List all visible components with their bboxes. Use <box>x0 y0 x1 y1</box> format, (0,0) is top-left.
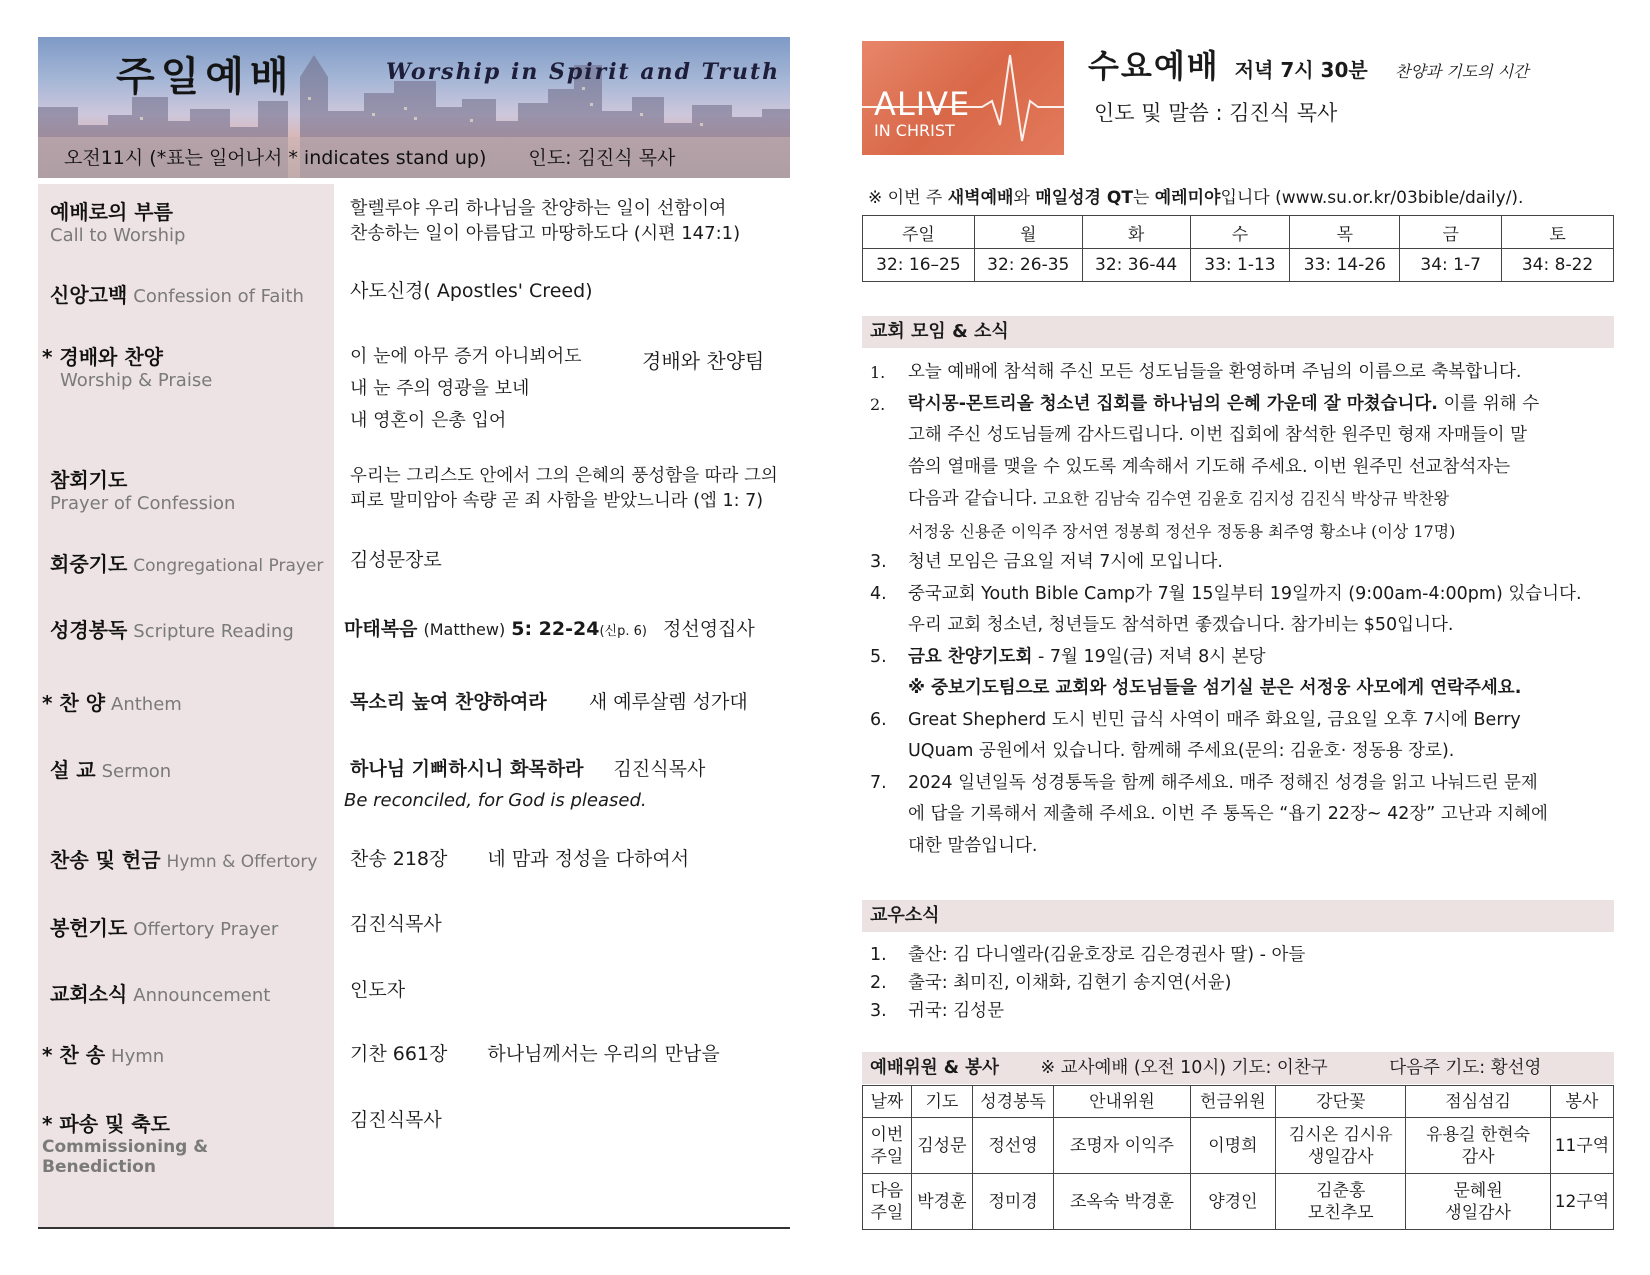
news-line: 대한 말씀입니다. <box>908 835 1038 856</box>
member-news-text: 귀국: 김성문 <box>908 1001 1004 1021</box>
order-content-line: 피로 말미암아 속량 곧 죄 사함을 받았느니라 (엡 1: 7) <box>350 491 764 511</box>
service-prayer: 김성문 <box>911 1118 972 1174</box>
order-label-en: Offertory Prayer <box>133 919 279 940</box>
scripture-book: 마태복음 <box>344 618 418 640</box>
teacher-worship-note: ※ 교사예배 (오전 10시) 기도: 이찬구 <box>1040 1058 1328 1078</box>
wednesday-time: 저녁 7시 30분 <box>1234 58 1368 82</box>
order-content-line: 내 눈 주의 영광을 보네 <box>350 378 530 399</box>
news-number: 7. <box>870 772 887 793</box>
order-label-ko: 회중기도 <box>50 552 128 576</box>
order-label-ko: 봉헌기도 <box>50 916 128 940</box>
member-news-item <box>862 941 1614 969</box>
service-date <box>863 1118 912 1174</box>
service-prayer: 박경훈 <box>911 1174 972 1230</box>
news-line: UQuam 공원에서 있습니다. 함께해 주세요(문의: 김윤호· 정동용 장로). <box>908 741 1455 761</box>
service-date-line: 주일 <box>870 1202 904 1223</box>
service-lunch-line: 유용길 한현숙 <box>1426 1124 1531 1145</box>
bible-verses-row <box>863 249 1614 282</box>
service-lunch-line: 문혜원 <box>1453 1180 1503 1201</box>
sermon-title-en: Be reconciled, for God is pleased. <box>344 790 647 811</box>
bible-day: 토 <box>1502 216 1614 249</box>
news-bold: 락시몽-몬트리올 청소년 집회를 하나님의 은혜 가운데 잘 마쳤습니다. <box>908 393 1438 414</box>
order-content-line: 사도신경( Apostles' Creed) <box>350 280 593 302</box>
notice-text: 는 <box>1132 188 1155 208</box>
notice-bold: 새벽예배 <box>947 188 1014 208</box>
order-label-ko: 설 교 <box>50 758 96 782</box>
notice-text: ※ 이번 주 <box>868 188 948 208</box>
service-duty: 12구역 <box>1550 1174 1613 1230</box>
worship-motto: Worship in Spirit and Truth <box>386 59 781 85</box>
service-lunch <box>1406 1118 1551 1174</box>
order-content-line: 내 영혼이 은총 입어 <box>350 410 507 431</box>
scripture-reader: 정선영집사 <box>662 618 755 640</box>
service-date-line: 다음 <box>870 1180 904 1201</box>
scripture-page-note: (신p. 6) <box>599 624 647 639</box>
anthem-choir: 새 예루살렘 성가대 <box>588 691 748 713</box>
order-content-line: 우리는 그리스도 안에서 그의 은혜의 풍성함을 따라 그의 <box>350 466 778 486</box>
sunday-worship-panel <box>38 37 790 1235</box>
praise-team-label: 경배와 찬양팀 <box>642 349 765 373</box>
member-news-header: 교우소식 <box>862 900 1614 932</box>
news-line: Great Shepherd 도시 빈민 급식 사역이 매주 화요일, 금요일 오후 7시에 Berry <box>908 709 1521 730</box>
news-number: 1. <box>870 363 886 382</box>
news-item <box>862 768 1614 863</box>
service-flowers <box>1276 1118 1406 1174</box>
order-label-en: Prayer of Confession <box>50 493 236 514</box>
service-column: 강단꽃 <box>1276 1086 1406 1118</box>
church-news-list <box>862 357 1614 862</box>
service-date-line: 이번 <box>870 1124 904 1145</box>
service-duty: 11구역 <box>1550 1118 1613 1174</box>
worship-time-note: 오전11시 (*표는 일어나서 * indicates stand up) <box>64 147 487 169</box>
news-line: 다음과 같습니다. <box>908 489 1038 509</box>
news-number: 6. <box>870 709 887 730</box>
bible-day: 월 <box>974 216 1082 249</box>
order-of-worship <box>38 184 790 1227</box>
notice-bold: 예레미야 <box>1154 188 1221 208</box>
news-names: 고요한 김남숙 김수연 김윤호 김지성 김진식 박상규 박찬왕 <box>1037 489 1450 508</box>
news-item <box>862 357 1614 389</box>
service-usher: 조옥숙 박경훈 <box>1054 1174 1190 1230</box>
alive-in-christ-logo <box>862 41 1064 155</box>
bible-day: 화 <box>1082 216 1190 249</box>
bible-verse: 34: 8-22 <box>1502 249 1614 282</box>
service-reading: 정미경 <box>972 1174 1053 1230</box>
news-item <box>862 642 1614 705</box>
bible-verse: 32: 36-44 <box>1082 249 1190 282</box>
hymn-title: 네 맘과 정성을 다하여서 <box>487 848 690 870</box>
member-news-number: 3. <box>870 1001 887 1021</box>
member-news-number: 1. <box>870 945 887 965</box>
member-news-item <box>862 997 1614 1025</box>
service-column: 봉사 <box>1550 1086 1613 1118</box>
order-content-line: 이 눈에 아무 증거 아니뵈어도 <box>350 346 582 367</box>
service-offering: 양경인 <box>1190 1174 1275 1230</box>
service-reading: 정선영 <box>972 1118 1053 1174</box>
scripture-reference: 5: 22-24 <box>511 618 600 640</box>
church-news-header: 교회 모임 & 소식 <box>862 316 1614 348</box>
service-column: 기도 <box>911 1086 972 1118</box>
news-line: 고해 주신 성도님들께 감사드립니다. 이번 집회에 참석한 원주민 형재 자매들이 말 <box>908 425 1528 445</box>
order-content-line: 김진식목사 <box>350 913 442 935</box>
bible-verse: 32: 16–25 <box>863 249 975 282</box>
notice-text: 입니다 (www.su.or.kr/03bible/daily/). <box>1220 188 1524 208</box>
bible-day: 수 <box>1190 216 1290 249</box>
news-line: 중국교회 Youth Bible Camp가 7월 15일부터 19일까지 (9:00am-4:00pm) 있습니다. <box>908 583 1582 604</box>
logo-main-text: ALIVE <box>874 85 971 123</box>
wednesday-title: 수요예배 <box>1088 47 1220 85</box>
service-offering: 이명희 <box>1190 1118 1275 1174</box>
service-flowers-line: 생일감사 <box>1307 1146 1374 1167</box>
news-number: 3. <box>870 552 887 572</box>
member-news-number: 2. <box>870 973 887 993</box>
news-bold: 금요 찬양기도회 <box>908 646 1033 667</box>
news-text: 이를 위해 수 <box>1437 393 1540 414</box>
order-content-line: 찬송하는 일이 아름답고 마땅하도다 (시편 147:1) <box>350 223 741 244</box>
service-usher: 조명자 이익주 <box>1054 1118 1190 1174</box>
wednesday-subtitle: 찬양과 기도의 시간 <box>1394 62 1529 81</box>
member-news-text: 출산: 김 다니엘라(김윤호장로 김은경권사 딸) - 아들 <box>908 945 1306 965</box>
service-flowers-line: 모친추모 <box>1307 1202 1374 1223</box>
order-label-en: Announcement <box>133 985 271 1006</box>
news-item <box>862 389 1614 548</box>
wednesday-leader: 인도 및 말씀 : 김진식 목사 <box>1094 101 1338 125</box>
order-label-en: Worship & Praise <box>60 370 213 391</box>
next-week-prayer: 다음주 기도: 황선영 <box>1389 1058 1542 1078</box>
news-item <box>862 579 1614 642</box>
service-row-next-week <box>863 1174 1614 1230</box>
order-label-ko: 성경봉독 <box>50 618 128 642</box>
order-label-ko: 예배로의 부름 <box>50 200 173 224</box>
worship-leader: 인도: 김진식 목사 <box>528 147 676 169</box>
bible-days-row <box>863 216 1614 249</box>
order-content-line: 김진식목사 <box>350 1109 442 1131</box>
daily-bible-notice <box>868 183 1523 208</box>
hymn-title: 하나님께서는 우리의 만남을 <box>487 1043 720 1065</box>
bible-day: 주일 <box>863 216 975 249</box>
order-content-line: 인도자 <box>350 979 406 1001</box>
order-label-ko: 찬송 및 헌금 <box>50 848 161 872</box>
order-label-ko: * 경배와 찬양 <box>42 345 163 369</box>
bible-verse: 33: 14-26 <box>1290 249 1400 282</box>
member-news-text: 출국: 최미진, 이채화, 김현기 송지연(서윤) <box>908 973 1232 993</box>
wednesday-and-news-panel <box>862 37 1614 1237</box>
anthem-title: 목소리 높여 찬양하여라 <box>350 691 547 713</box>
notice-text: 와 <box>1013 188 1036 208</box>
order-content-line: 김성문장로 <box>350 549 442 571</box>
order-label-ko: 교회소식 <box>50 982 128 1006</box>
order-label-ko: * 찬 송 <box>42 1043 106 1067</box>
news-line: ※ 중보기도팀으로 교회와 성도님들을 섬기실 분은 서정웅 사모에게 연락주세요. <box>908 678 1522 698</box>
news-line: 에 답을 기록해서 제출해 주세요. 이번 주 통독은 “욥기 22장~ 42장” 고난과 지혜에 <box>908 804 1548 824</box>
order-bottom-rule <box>38 1227 790 1229</box>
hymn-number: 기찬 661장 <box>350 1043 448 1065</box>
news-text: - 7월 19일(금) 저녁 8시 본당 <box>1032 646 1266 667</box>
bible-verse: 34: 1-7 <box>1400 249 1502 282</box>
service-lunch-line: 감사 <box>1461 1146 1495 1167</box>
worship-time-info <box>64 143 675 170</box>
news-line: 오늘 예배에 참석해 주신 모든 성도님들을 환영하며 주님의 이름으로 축복합니다. <box>908 362 1522 382</box>
order-label-ko: 참회기도 <box>50 468 128 492</box>
service-lunch <box>1406 1174 1551 1230</box>
service-column: 성경봉독 <box>972 1086 1053 1118</box>
news-line: 우리 교회 청소년, 청년들도 참석하면 좋겠습니다. 참가비는 $50입니다. <box>908 615 1454 635</box>
order-label-en: Commissioning & Benediction <box>42 1137 209 1177</box>
logo-sub-text: IN CHRIST <box>874 121 955 140</box>
service-row-this-week <box>863 1118 1614 1174</box>
hymn-number: 찬송 218장 <box>350 848 448 870</box>
service-column: 날짜 <box>863 1086 912 1118</box>
order-label-ko: 신앙고백 <box>50 283 128 307</box>
service-column: 안내위원 <box>1054 1086 1190 1118</box>
sermon-preacher: 김진식목사 <box>613 758 706 780</box>
order-label-en: Hymn & Offertory <box>166 852 318 872</box>
order-content-line: 할렐루야 우리 하나님을 찬양하는 일이 선함이여 <box>350 198 727 219</box>
bible-day: 목 <box>1290 216 1400 249</box>
service-date-line: 주일 <box>870 1146 904 1167</box>
worship-title: 주일예배 <box>116 54 295 100</box>
order-label-en: Congregational Prayer <box>133 556 324 576</box>
news-item <box>862 547 1614 579</box>
sermon-title: 하나님 기뻐하시니 화목하라 <box>350 758 584 780</box>
bible-verse: 32: 26-35 <box>974 249 1082 282</box>
bible-verse: 33: 1-13 <box>1190 249 1290 282</box>
news-item <box>862 705 1614 768</box>
service-column: 헌금위원 <box>1190 1086 1275 1118</box>
service-header <box>862 1052 1614 1084</box>
member-news-list <box>862 941 1614 1025</box>
news-number: 4. <box>870 583 887 604</box>
notice-bold: 매일성경 QT <box>1035 188 1133 208</box>
daily-bible-table <box>862 215 1614 282</box>
news-number: 2. <box>870 394 886 414</box>
worship-banner <box>38 37 790 178</box>
bible-day: 금 <box>1400 216 1502 249</box>
service-flowers <box>1276 1174 1406 1230</box>
service-flowers-line: 김시온 김시유 <box>1288 1124 1393 1145</box>
service-table-header <box>863 1086 1614 1118</box>
service-title: 예배위원 & 봉사 <box>870 1058 999 1078</box>
service-flowers-line: 김춘홍 <box>1316 1180 1366 1201</box>
order-label-en: Scripture Reading <box>133 621 294 642</box>
service-column: 점심섬김 <box>1406 1086 1551 1118</box>
order-label-ko: * 파송 및 축도 <box>42 1112 170 1136</box>
scripture-book-en: (Matthew) <box>423 620 506 639</box>
service-date <box>863 1174 912 1230</box>
order-label-en: Anthem <box>111 694 182 715</box>
news-names: 서정웅 신용준 이익주 장서연 정봉희 정선우 정동용 최주영 황소냐 (이상 17명) <box>908 521 1456 541</box>
news-line: 씀의 열매를 맺을 수 있도록 계속해서 기도해 주세요. 이번 원주민 선교참석자는 <box>908 456 1511 477</box>
news-line: 2024 일년일독 성경통독을 함께 해주세요. 매주 정해진 성경을 읽고 나눠드린 문제 <box>908 772 1538 793</box>
order-label-en: Confession of Faith <box>133 286 304 307</box>
wednesday-title-line <box>1088 41 1529 87</box>
service-table <box>862 1085 1614 1230</box>
service-lunch-line: 생일감사 <box>1445 1202 1511 1223</box>
member-news-item <box>862 969 1614 997</box>
order-label-en: Call to Worship <box>50 225 186 246</box>
order-label-ko: * 찬 양 <box>42 691 106 715</box>
news-line: 청년 모임은 금요일 저녁 7시에 모입니다. <box>908 552 1223 572</box>
order-label-en: Sermon <box>101 761 172 782</box>
news-number: 5. <box>870 646 887 667</box>
order-label-en: Hymn <box>111 1046 165 1067</box>
